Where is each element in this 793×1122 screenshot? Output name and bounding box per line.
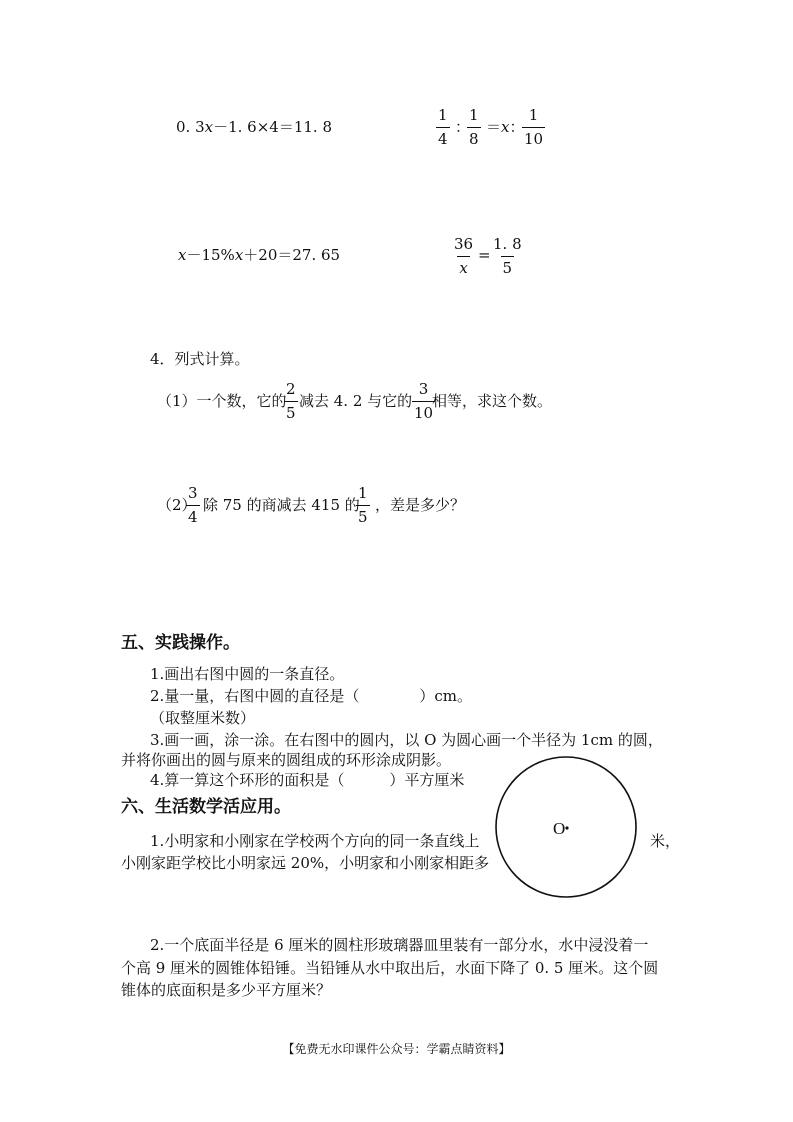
section-6-problem-2-line-2: 个高 9 厘米的圆锥体铅锤。当铅锤从水中取出后，水面下降了 0. 5 厘米。这个圆 xyxy=(121,959,659,977)
fraction-36-over-x: $\frac{36}{x}$ xyxy=(454,235,474,277)
section-6-problem-1-line-2: 小刚家距学校比小明家远 20%，小明家和小刚家相距多 xyxy=(121,854,490,872)
footer-note: 【免费无水印课件公众号：学霸点睛资料】 xyxy=(282,1042,511,1056)
fraction-one-fifth: $\frac{1}{5}$ xyxy=(358,484,368,526)
fraction-one-eighth: $\frac{1}{8}$ xyxy=(469,106,479,148)
section-5-line-1: 1.画出右图中圆的一条直径。 xyxy=(150,665,345,683)
equation-1: 0. 3x－1. 6×4＝11. 8 xyxy=(176,118,332,136)
section-4-title: 4．列式计算。 xyxy=(150,350,250,368)
section-6-problem-1-line-1: 1.小明家和小刚家在学校两个方向的同一条直线上 xyxy=(150,832,480,850)
center-point-dot xyxy=(565,826,568,829)
circle-figure xyxy=(490,748,642,900)
section-6-problem-1-tail: 米， xyxy=(650,832,681,850)
fraction-1-8-over-5: $\frac{1. 8}{5}$ xyxy=(493,235,522,277)
section-5-line-3: （取整厘米数） xyxy=(150,709,256,727)
fraction-one-tenth: $\frac{1}{10}$ xyxy=(524,106,544,148)
section-5-line-5: 并将你画出的圆与原来的圆组成的环形涂成阴影。 xyxy=(121,751,452,769)
section-5-line-6: 4.算一算这个环形的面积是（ ）平方厘米 xyxy=(150,771,465,789)
fraction-three-tenths: $\frac{3}{10}$ xyxy=(414,380,434,422)
equation-3: x－15%x＋20＝27. 65 xyxy=(178,246,341,264)
fraction-two-fifths: $\frac{2}{5}$ xyxy=(286,380,296,422)
section-5-line-2: 2.量一量，右图中圆的直径是（ ）cm。 xyxy=(150,687,472,705)
center-label-o: O xyxy=(553,819,566,838)
section-5-line-4: 3.画一画，涂一涂。在右图中的圆内，以 O 为圆心画一个半径为 1cm 的圆， xyxy=(150,731,663,749)
section-6-problem-2-line-3: 锥体的底面积是多少平方厘米？ xyxy=(121,981,332,999)
fraction-one-quarter: $\frac{1}{4}$ xyxy=(438,106,448,148)
fraction-three-quarters: $\frac{3}{4}$ xyxy=(188,484,198,526)
section-6-heading: 六、生活数学活应用。 xyxy=(121,797,291,817)
section-5-heading: 五、实践操作。 xyxy=(121,633,240,653)
section-6-problem-2-line-1: 2.一个底面半径是 6 厘米的圆柱形玻璃器皿里装有一部分水，水中浸没着一 xyxy=(150,936,649,954)
